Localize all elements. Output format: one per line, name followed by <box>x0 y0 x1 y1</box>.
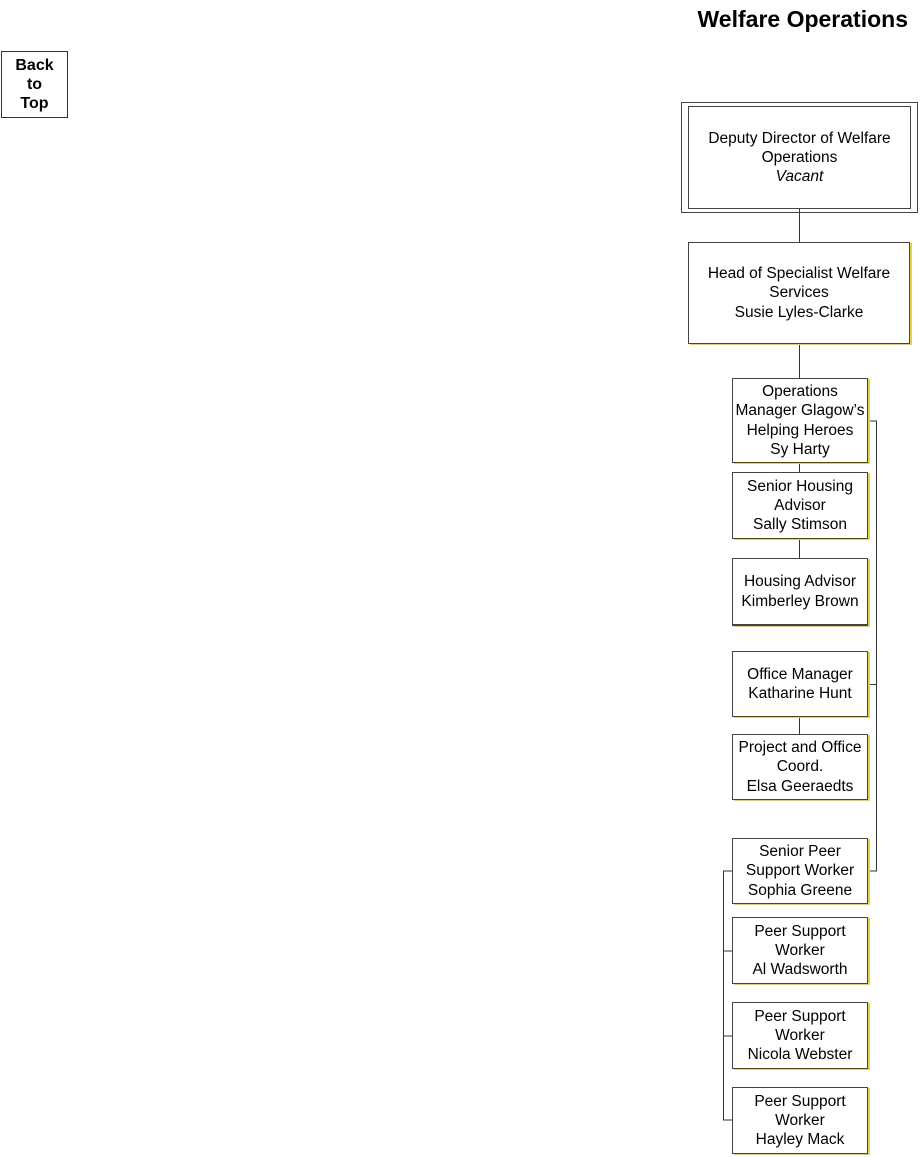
role-title: Housing Advisor <box>743 573 856 591</box>
role-holder: Susie Lyles-Clarke <box>734 303 864 321</box>
role-holder: Sally Stimson <box>753 516 847 534</box>
role-title: Peer Support <box>754 922 846 940</box>
role-title: Deputy Director of Welfare <box>708 129 891 147</box>
role-title: Worker <box>775 1111 825 1129</box>
role-holder: Hayley Mack <box>755 1131 845 1149</box>
role-title: Senior Peer <box>759 843 841 861</box>
role-title: Manager Glagow’s <box>735 402 865 420</box>
org-box-project-coord[interactable] <box>732 734 868 800</box>
org-box-senior-peer[interactable] <box>732 838 868 904</box>
role-holder: Nicola Webster <box>747 1046 853 1064</box>
role-title: Project and Office <box>738 739 862 757</box>
org-box-senior-housing[interactable] <box>732 472 868 539</box>
role-title: Operations <box>762 382 838 400</box>
role-title: Senior Housing <box>747 477 853 495</box>
role-title: Peer Support <box>754 1092 846 1110</box>
org-box-peer-1[interactable] <box>732 917 868 984</box>
role-holder: Sy Harty <box>770 440 830 458</box>
back-to-top-label-1: Back <box>15 57 54 74</box>
org-box-housing-advisor[interactable] <box>732 558 868 626</box>
back-to-top-label-2: to <box>26 76 43 93</box>
role-title: Helping Heroes <box>746 421 854 439</box>
role-title: Operations <box>761 148 838 166</box>
org-box-ops-manager[interactable] <box>732 378 868 463</box>
org-box-peer-2[interactable] <box>732 1002 868 1069</box>
role-title: Worker <box>775 1026 825 1044</box>
org-box-head-specialist[interactable] <box>688 242 910 344</box>
role-holder: Al Wadsworth <box>752 961 848 979</box>
role-title: Worker <box>775 941 825 959</box>
role-holder: Kimberley Brown <box>741 592 859 610</box>
role-holder: Elsa Geeraedts <box>746 777 854 795</box>
role-title: Head of Specialist Welfare <box>707 265 891 283</box>
org-box-office-manager[interactable] <box>732 651 868 717</box>
role-title: Office Manager <box>747 665 853 683</box>
role-holder: Vacant <box>775 168 824 186</box>
page-title: Welfare Operations <box>697 6 908 32</box>
role-title: Coord. <box>776 758 824 776</box>
org-box-peer-3[interactable] <box>732 1087 868 1154</box>
role-title: Peer Support <box>754 1007 846 1025</box>
role-holder: Sophia Greene <box>747 881 853 899</box>
org-box-deputy-director[interactable] <box>688 106 911 209</box>
role-title: Advisor <box>774 496 826 514</box>
role-title: Support Worker <box>745 862 855 880</box>
role-holder: Katharine Hunt <box>748 685 852 702</box>
role-title: Services <box>769 284 829 302</box>
back-to-top-label-3: Top <box>20 95 49 112</box>
